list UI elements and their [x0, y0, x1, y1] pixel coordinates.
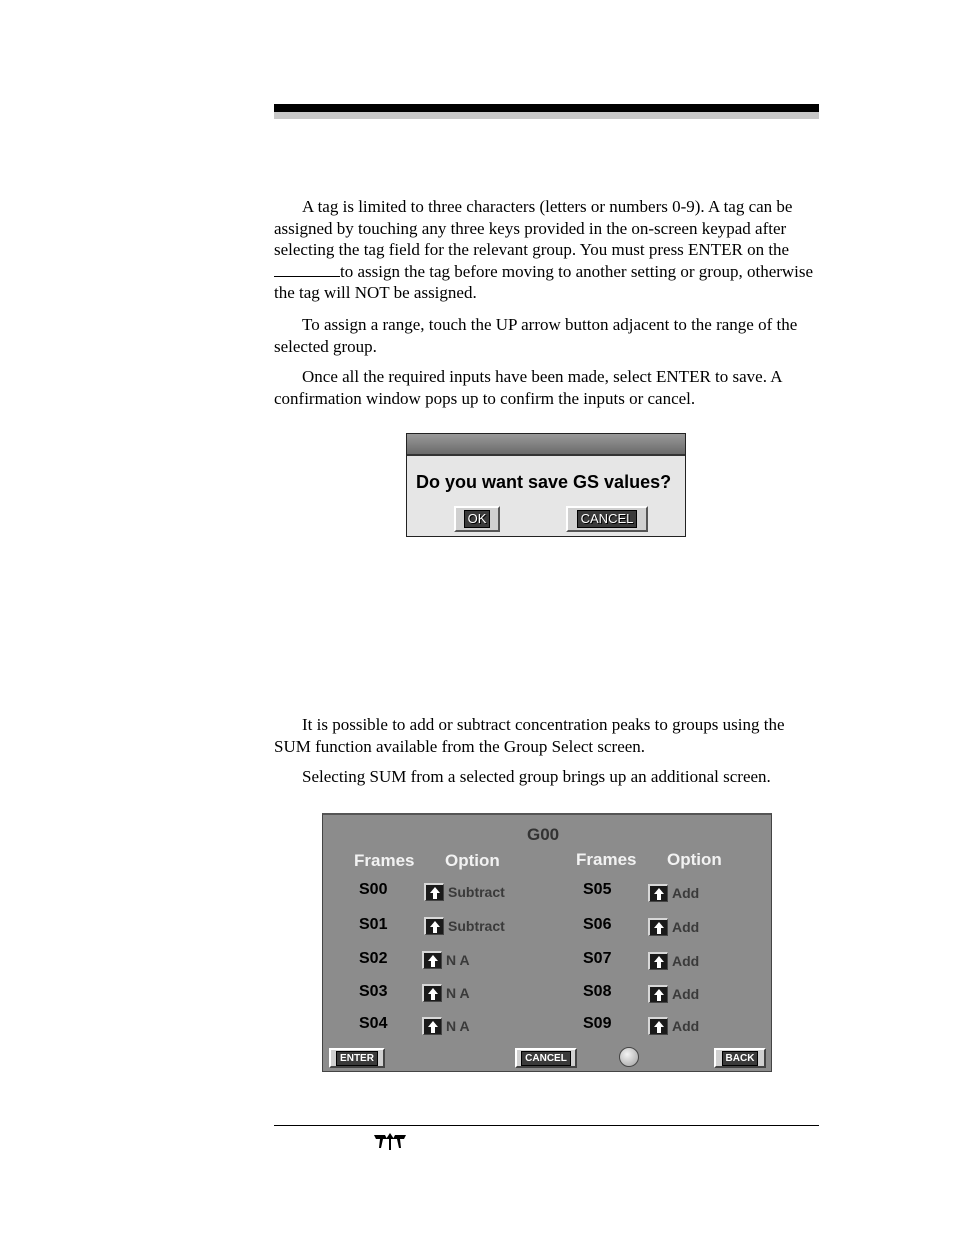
- up-arrow-button[interactable]: [424, 883, 444, 901]
- frame-label: S00: [359, 881, 388, 898]
- option-value: Add: [672, 919, 700, 935]
- up-arrow-button[interactable]: [648, 952, 668, 970]
- up-arrow-button[interactable]: [422, 1017, 442, 1035]
- dialog-message: Do you want save GS values?: [416, 472, 672, 492]
- header-rule-black: [274, 104, 819, 112]
- up-arrow-button[interactable]: [648, 985, 668, 1003]
- frame-label: S05: [583, 881, 612, 898]
- option-value: N A: [446, 952, 470, 968]
- up-arrow-button[interactable]: [422, 951, 442, 969]
- up-arrow-button[interactable]: [648, 1017, 668, 1035]
- header-rule-gray: [274, 112, 819, 119]
- enter-button[interactable]: [329, 1048, 385, 1068]
- option-value: Subtract: [448, 918, 505, 934]
- option-value: Add: [672, 953, 700, 969]
- paragraph-text: to assign the tag before moving to another setting or group, otherwise the tag will NOT be assigned.: [274, 261, 814, 302]
- up-arrow-button[interactable]: [648, 918, 668, 936]
- group-title: G00: [527, 825, 560, 844]
- option-header-right: Option: [667, 850, 722, 869]
- frames-header-right: Frames: [576, 850, 637, 869]
- frame-label: S04: [359, 1015, 388, 1032]
- frame-label: S09: [583, 1015, 612, 1032]
- blank-underline: [274, 262, 340, 277]
- dialog-titlebar: [407, 434, 685, 456]
- ok-button[interactable]: [454, 506, 500, 532]
- paragraph-tag-limits: [274, 196, 819, 304]
- enter-button-label: ENTER: [336, 1051, 378, 1066]
- back-button[interactable]: [714, 1048, 766, 1068]
- confirm-dialog: [406, 433, 686, 537]
- up-arrow-button[interactable]: [422, 984, 442, 1002]
- sum-panel: [322, 813, 772, 1072]
- option-value: Subtract: [448, 884, 505, 900]
- frame-label: S02: [359, 950, 388, 967]
- cancel-button[interactable]: [515, 1048, 577, 1068]
- frame-label: S07: [583, 950, 612, 967]
- paragraph-text: A tag is limited to three characters (letters or numbers 0-9). A tag can be assigned by touching any three keys provided in the on-screen keypad after selecting the tag field for the relevant group. You must press ENTER on the: [274, 197, 793, 259]
- up-arrow-button[interactable]: [648, 884, 668, 902]
- cancel-button[interactable]: [566, 506, 648, 532]
- up-arrow-icon: [428, 1021, 438, 1033]
- frame-label: S08: [583, 983, 612, 1000]
- option-value: Add: [672, 885, 700, 901]
- ok-button-label: OK: [464, 510, 491, 528]
- option-header-left: Option: [445, 851, 500, 870]
- option-value: N A: [446, 1018, 470, 1034]
- back-button-label: BACK: [722, 1051, 759, 1066]
- up-arrow-icon: [654, 956, 664, 968]
- paragraph-save-inputs: Once all the required inputs have been made, select ENTER to save. A confirmation window pops up to confirm the inputs or cancel.: [274, 367, 782, 408]
- option-value: N A: [446, 985, 470, 1001]
- status-indicator-light: [619, 1047, 639, 1067]
- paragraph-select-sum: Selecting SUM from a selected group brings up an additional screen.: [302, 767, 771, 786]
- option-value: Add: [672, 986, 700, 1002]
- frame-label: S06: [583, 916, 612, 933]
- frames-header-left: Frames: [354, 851, 415, 870]
- frame-label: S01: [359, 916, 388, 933]
- up-arrow-icon: [430, 921, 440, 933]
- up-arrow-icon: [654, 888, 664, 900]
- option-value: Add: [672, 1018, 700, 1034]
- paragraph-sum-function: It is possible to add or subtract concentration peaks to groups using the SUM function available from the Group Select screen.: [274, 715, 785, 756]
- teledyne-logo-icon: [372, 1131, 408, 1151]
- footer-rule: [274, 1125, 819, 1126]
- up-arrow-icon: [654, 989, 664, 1001]
- up-arrow-icon: [428, 955, 438, 967]
- up-arrow-button[interactable]: [424, 917, 444, 935]
- up-arrow-icon: [430, 887, 440, 899]
- up-arrow-icon: [428, 988, 438, 1000]
- up-arrow-icon: [654, 922, 664, 934]
- cancel-button-label: CANCEL: [577, 510, 638, 528]
- up-arrow-icon: [654, 1021, 664, 1033]
- frame-label: S03: [359, 983, 388, 1000]
- paragraph-assign-range: To assign a range, touch the UP arrow button adjacent to the range of the selected group.: [274, 315, 798, 356]
- cancel-button-label: CANCEL: [521, 1051, 571, 1066]
